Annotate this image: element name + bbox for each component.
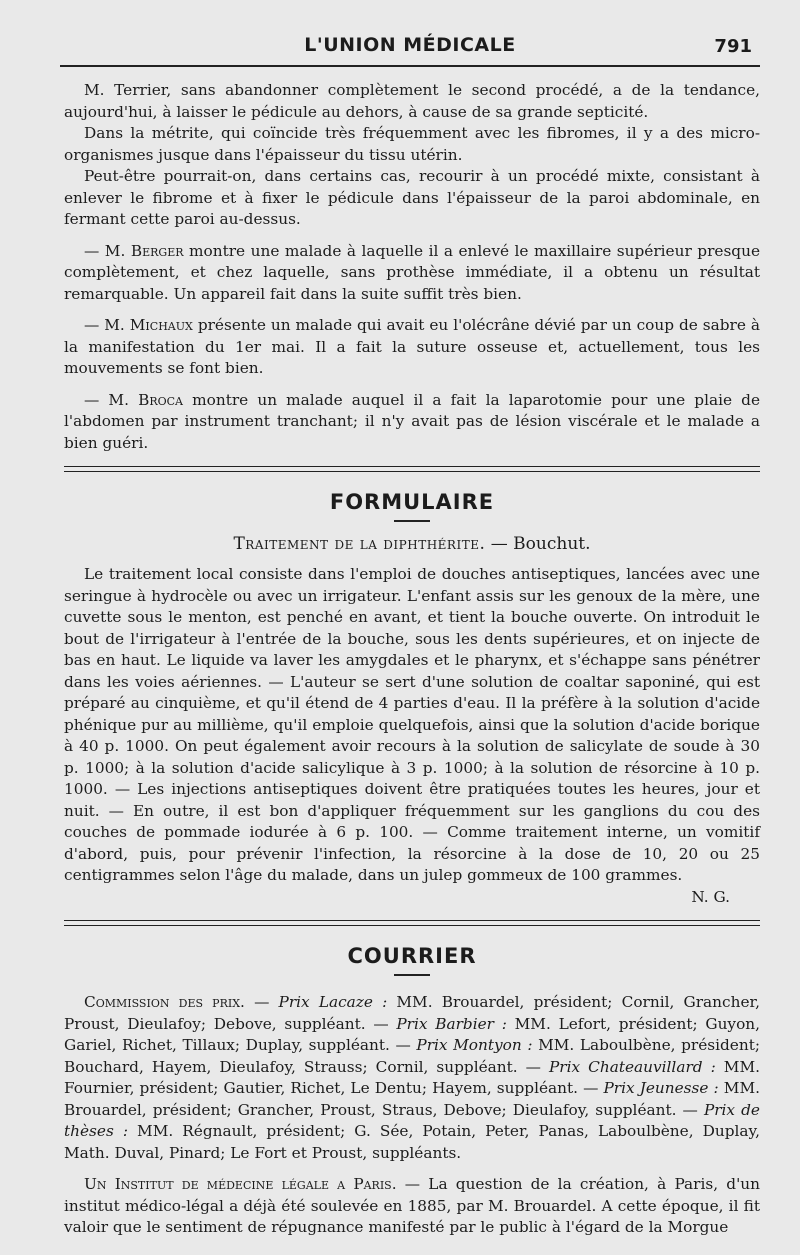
running-title: L'UNION MÉDICALE	[304, 34, 516, 56]
intervention-broca	[64, 390, 760, 455]
paragraph-metrite: Dans la métrite, qui coïncide très fréquemment avec les fibromes, il y a des micro-organismes jusque dans l'épaisseur du tissu utérin.	[64, 124, 760, 164]
commission-segments	[64, 993, 760, 1162]
intervention-dash: — M.	[84, 316, 125, 334]
subtitle-caps: Traitement de la diphthérite.	[233, 534, 486, 554]
commission-text: —	[244, 993, 279, 1011]
courrier-commission-prix	[64, 992, 760, 1164]
paragraph-procede-mixte: Peut-être pourrait-on, dans certains cas, recourir à un procédé mixte, consistant à enlever le fibrome et à fixer le pédicule dans l'épaisseur de la paroi abdominale, en fermant cette paroi au-dessus.	[64, 167, 760, 228]
section-divider	[64, 466, 760, 472]
section-divider	[64, 920, 760, 926]
intervention-text: montre un malade auquel il a fait la laparotomie pour une plaie de l'abdomen par instrument tranchant; il n'y avait pas de lésion viscérale et le malade a bien guéri.	[64, 390, 760, 452]
courrier-title: COURRIER	[347, 944, 477, 968]
intervention-michaux	[64, 315, 760, 380]
intervention-text: présente un malade qui avait eu l'olécrâne dévié par un coup de sabre à la manifestation du 1er mai. Il a fait la suture osseuse et, actuellement, tous les mouvements se font bien.	[64, 316, 760, 377]
commission-text: MM. Lefort, président; Guyon, Gariel, Richet, Tillaux; Duplay, suppléant. —	[64, 1014, 761, 1054]
commission-text: MM. Brouardel, président; Cornil, Grancher, Proust, Dieulafoy; Debove, suppléant. —	[64, 993, 760, 1033]
prize-name: Prix Barbier :	[396, 1014, 507, 1033]
intervention-dash: — M.	[84, 241, 126, 260]
commission-lead: Commission des prix.	[84, 993, 245, 1011]
header-rule	[60, 65, 760, 67]
formulaire-body: Le traitement local consiste dans l'emploi de douches antiseptiques, lancées avec une seringue à hydrocèle ou avec un irrigateur. L'enfant assis sur les genoux de la mère, une cuvette sous le menton, est penché en avant, et tient la bouche ouverte. On introduit le bout de l'irrigateur à l'entrée de la bouche, sous les dents supérieures, et on injecte de bas en haut. Le liquide va laver les amygdales et le pharynx, et s'échappe sans pénétrer dans les voies aériennes. — L'auteur se sert d'une solution de coaltar saponiné, qui est préparé au cinquième, et qu'il étend de 4 parties d'eau. Il la préfère à la solution d'acide phénique pur au millième, qu'il emploie quelquefois, ainsi que la solution d'acide borique à 40 p. 1000. On peut également avoir recours à la solution de salicylate de soude à 30 p. 1000; à la solution d'acide salicylique à 3 p. 1000; à la solution de résorcine à 10 p. 1000. — Les injections antiseptiques doivent être pratiquées toutes les heures, jour et nuit. — En outre, il est bon d'appliquer fréquemment sur les ganglions du cou des couches de pommade iodurée à 6 p. 100. — Comme traitement interne, un vomitif d'abord, puis, pour prévenir l'infection, la résorcine à la dose de 10, 20 ou 25 centigrammes selon l'âge du malade, dans un julep gommeux de 100 grammes.	[64, 565, 760, 884]
courrier-institut	[64, 1174, 760, 1239]
intervention-berger	[64, 241, 760, 306]
speaker-name: Berger	[130, 241, 184, 260]
prize-name: Prix de thèses :	[64, 1100, 760, 1140]
title-dash	[394, 520, 430, 522]
intervention-text: montre une malade à laquelle il a enlevé le maxillaire supérieur presque complètement, et chez laquelle, sans prothèse immédiate, il a obtenu un résultat remarquable. Un appareil fait dans la suite suffit très bien.	[64, 241, 760, 303]
subtitle-author: — Bouchut.	[490, 534, 591, 554]
institut-text: — La question de la création, à Paris, d'un institut médico-légal a déjà été soulevée en 1885, par M. Brouardel. A cette époque, il fit valoir que le sentiment de répugnance manifesté par le public à l'égard de la Morgue	[64, 1175, 760, 1236]
commission-text: MM. Fournier, président; Gautier, Richet, Le Dentu; Hayem, suppléant. —	[64, 1057, 760, 1097]
commission-text: MM. Régnault, président; G. Sée, Potain, Peter, Panas, Laboulbène, Duplay, Math. Duval, Pinard; Le Fort et Proust, suppléants.	[64, 1122, 761, 1162]
formulaire-subtitle	[64, 534, 760, 554]
commission-text: MM. Laboulbène, président; Bouchard, Hayem, Dieulafoy, Strauss; Cornil, suppléant. —	[64, 1036, 761, 1076]
institut-lead: Un Institut de médecine légale a Paris.	[84, 1175, 397, 1193]
intervention-dash: — M.	[84, 390, 129, 409]
prize-name: Prix Chateauvillard :	[549, 1057, 716, 1076]
page-content	[64, 80, 760, 1239]
speaker-name: Broca	[138, 390, 183, 409]
page-header	[60, 34, 760, 74]
page-number: 791	[714, 36, 752, 57]
paragraph-terrier: M. Terrier, sans abandonner complètement le second procédé, a de la tendance, aujourd'hui, à laisser le pédicule au dehors, à cause de sa grande septicité.	[64, 81, 760, 121]
title-dash	[394, 974, 430, 976]
prize-name: Prix Lacaze :	[278, 993, 388, 1011]
prize-name: Prix Jeunesse :	[603, 1079, 719, 1097]
formulaire-title: FORMULAIRE	[329, 490, 495, 514]
speaker-name: Michaux	[129, 316, 193, 334]
formulaire-signature: N. G.	[691, 887, 730, 906]
prize-name: Prix Montyon :	[416, 1036, 533, 1054]
commission-text: MM. Brouardel, président; Grancher, Proust, Straus, Debove; Dieulafoy, suppléant. —	[64, 1079, 760, 1119]
